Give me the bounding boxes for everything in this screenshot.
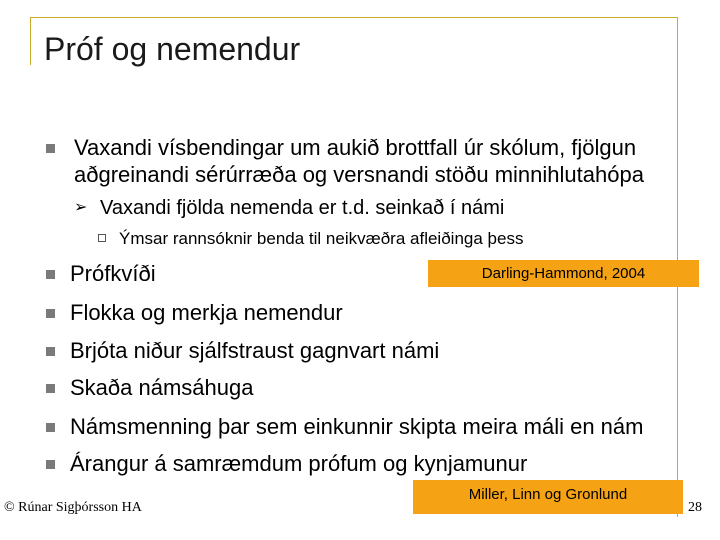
bullet-3: Flokka og merkja nemendur (70, 300, 343, 325)
bullet-1-line-1: Vaxandi vísbendingar um aukið brottfall úr skólum, fjölgun (74, 135, 637, 160)
citation-darling-hammond: Darling-Hammond, 2004 (428, 260, 699, 287)
square-bullet-icon (46, 347, 55, 356)
bullet-2: Prófkvíði (70, 261, 156, 286)
frame-left-line (30, 17, 31, 65)
page-number: 28 (688, 500, 702, 515)
citation-miller-linn-gronlund: Miller, Linn og Gronlund (413, 480, 683, 514)
bullet-7: Árangur á samræmdum prófum og kynjamunur (70, 451, 528, 476)
arrow-bullet-icon: ➢ (74, 199, 88, 216)
bullet-4: Brjóta niður sjálfstraust gagnvart námi (70, 338, 440, 363)
square-bullet-icon (46, 460, 55, 469)
slide-title: Próf og nemendur (44, 31, 301, 67)
frame-top-line (30, 17, 678, 18)
square-bullet-icon (46, 423, 55, 432)
bullet-6: Námsmenning þar sem einkunnir skipta meira máli en nám (70, 414, 644, 439)
bullet-5: Skaða námsáhuga (70, 375, 254, 400)
footer-author: © Rúnar Sigþórsson HA (4, 500, 142, 515)
sub-bullet-1: Vaxandi fjölda nemenda er t.d. seinkað í námi (100, 197, 505, 219)
square-bullet-icon (46, 144, 55, 153)
square-bullet-icon (46, 270, 55, 279)
bullet-1-line-2: aðgreinandi sérúrræða og versnandi stöðu minnihlutahópa (74, 162, 644, 187)
square-bullet-icon (46, 384, 55, 393)
sub-sub-bullet-1: Ýmsar rannsóknir benda til neikvæðra afleiðinga þess (119, 229, 524, 248)
square-bullet-icon (46, 309, 55, 318)
hollow-square-bullet-icon (98, 234, 106, 242)
